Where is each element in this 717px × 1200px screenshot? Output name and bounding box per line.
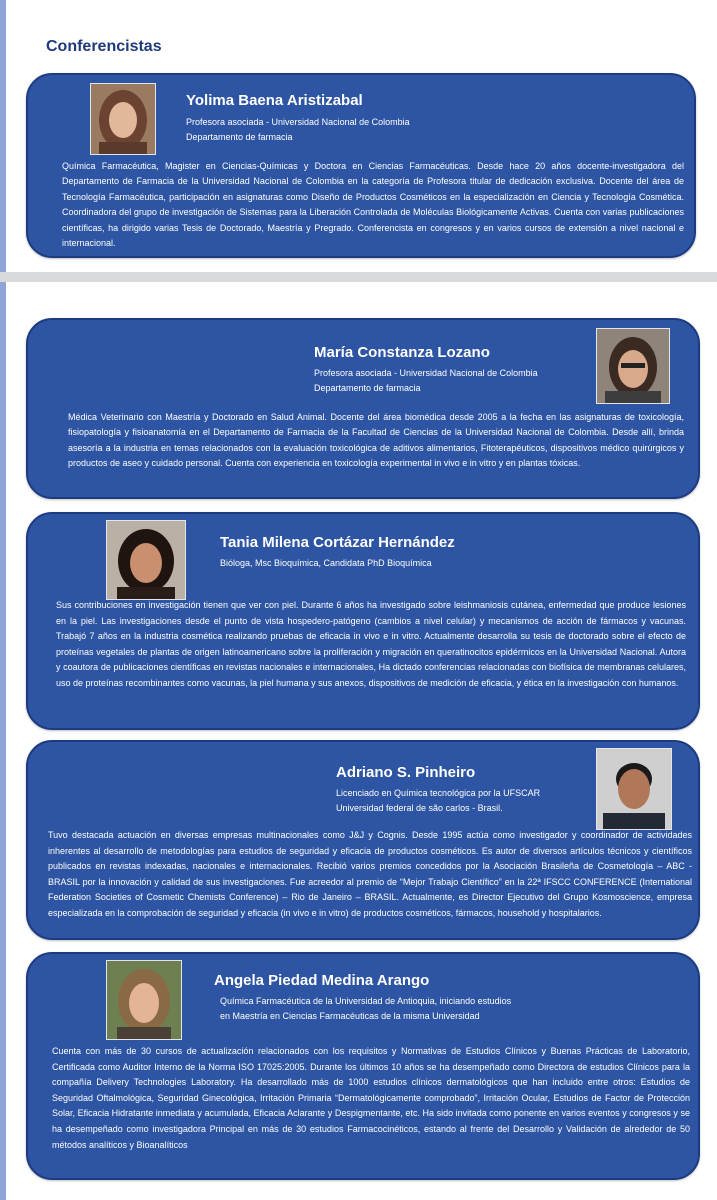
speaker-card-maria <box>26 318 700 499</box>
speaker-name: Yolima Baena Aristizabal <box>186 92 363 109</box>
speaker-photo <box>90 83 156 155</box>
speaker-role: en Maestría en Ciencias Farmacéuticas de la misma Universidad <box>220 1011 480 1021</box>
speaker-photo <box>596 748 672 830</box>
speaker-bio: Química Farmacéutica, Magister en Ciencias-Químicas y Doctora en Ciencias Farmacéuticas. Desde hace 20 años docente-investigadora del Departamento de Farmacia de la Universidad Nacional de Colombia en la categoría de Profesora titular de dedicación exclusiva. Docente del área de Tecnología Farmacéutica, participación en asignaturas como Diseño de Productos Cosméticos en la especialización en Ciencia y Tecnología Cosmética. Coordinadora del grupo de investigación de Sistemas para la Liberación Controlada de Moléculas Biológicamente Activas. Cuenta con varias publicaciones científicas, ha dirigido varias Tesis de Doctorado, Maestría y Pregrado. Conferencista en congresos y en varios cursos de extensión a nivel nacional e internacional. <box>62 161 684 249</box>
page-2 <box>0 282 717 1200</box>
speaker-role: Profesora asociada - Universidad Nacional de Colombia <box>314 368 538 378</box>
speaker-photo <box>106 960 182 1040</box>
speaker-bio: Tuvo destacada actuación en diversas empresas multinacionales como J&J y Cognis. Desde 1995 actúa como investigador y coordinador de actividades inherentes al desarrollo de metodologías para estudios de seguridad y eficacia de productos cosméticos. Es autor de diversos artículos técnicos y científicos publicados en revistas indexadas, nacionales e internacionales. Recibió varios premios concedidos por la Asociación Brasileña de Cosmetología – ABC - BRASIL por la innovación y calidad de sus investigaciones. Fue acreedor al premio de “Mejor Trabajo Científico” en la 22ª IFSCC CONFERENCE (International Federation Societies of Cosmetic Chemists Conference) – Rio de Janeiro – BRASIL. Actualmente, es Director Ejecutivo del Grupo Kosmoscience, empresa especializada en la comprobación de seguridad y eficacia (in vivo e in vitro) de productos cosméticos, fármacos, household y hospitalarios. <box>48 830 692 918</box>
speaker-name: Angela Piedad Medina Arango <box>214 972 430 989</box>
speaker-name: Tania Milena Cortázar Hernández <box>220 534 455 551</box>
speaker-bio: Cuenta con más de 30 cursos de actualización relacionados con los requisitos y Normativas de Estudios Clínicos y Buenas Prácticas de Laboratorio, Certificada como Auditor Interno de la Norma ISO 17025:2005. Durante los últimos 10 años se ha desempeñado como Directora de estudios Clínicos para la compañía Delivery Technologies Laboratory. Ha desarrollado más de 1000 estudios clínicos dermatológicos que han incluido entre otros: Estudios de Seguridad Oftalmológica, Seguridad Ginecológica, Irritación Primaria “Dermatológicamente comprobado”, Irritación Ocular, Estudios de Factor de Protección Solar, Eficacia Hidratante inmediata y acumulada, Eficacia Aclarante y Despigmentante, etc. Ha sido invitada como ponente en varios eventos y congresos y se ha desempeñado como investigadora Principal en más de 30 estudios Farmacocinéticos, estando al frente del Desarrollo y Validación de alrededor de 50 métodos analíticos y Bioanalíticos <box>52 1046 690 1150</box>
speaker-role: Bióloga, Msc Bioquímica, Candidata PhD Bioquímica <box>220 558 432 568</box>
speaker-bio: Médica Veterinario con Maestría y Doctorado en Salud Animal. Docente del área biomédica desde 2005 a la fecha en las asignaturas de toxicología, fisiopatología y fisioanatomía en el Departamento de Farmacia de la Facultad de Ciencias de la Universidad Nacional de Colombia. Desde allí, brinda asesoría a la industria en temas relacionados con la evaluación toxicológica de aditivos alimentarios, Fitoterapéuticos, dispositivos médico quirúrgicos y productos de aseo y cuidado personal. Cuenta con experiencia en toxicología experimental in vivo e in vitro y en plantas tóxicas. <box>68 412 684 469</box>
speaker-role: Universidad federal de são carlos - Brasil. <box>336 803 503 813</box>
speaker-name: Adriano S. Pinheiro <box>336 764 476 781</box>
section-title: Conferencistas <box>46 38 162 55</box>
speaker-role: Licenciado en Química tecnológica por la UFSCAR <box>336 788 541 798</box>
speaker-roles <box>220 994 511 1024</box>
speaker-name: María Constanza Lozano <box>314 344 490 361</box>
speaker-role: Departamento de farmacia <box>314 383 421 393</box>
speaker-roles <box>336 786 540 816</box>
speaker-roles <box>220 556 432 571</box>
speaker-roles <box>186 115 410 145</box>
speaker-role: Profesora asociada - Universidad Nacional de Colombia <box>186 117 410 127</box>
speaker-role: Departamento de farmacia <box>186 132 293 142</box>
speaker-bio: Sus contribuciones en investigación tienen que ver con piel. Durante 6 años ha investigado sobre leishmaniosis cutánea, enfermedad que produce lesiones en la piel. Las investigaciones desde el punto de vista hospedero-patógeno (cambios a nivel celular) y mecanismos de acción de fármacos y vacunas. Trabajó 7 años en la industria cosmética realizando pruebas de eficacia in vivo e in vitro. Actualmente desarrolla su tesis de doctorado sobre el efecto de proteínas vegetales de plantas de origen latinoamericano sobre la proliferación y migración en queratinocitos epidérmicos en la Universidad Nacional. Autora y coautora de publicaciones científicas en revistas nacionales e internacionales, Ha dictado conferencias relacionadas con biofísica de membranas celulares, uso de proteínas recombinantes como vacunas, la piel humana y sus anexos, dispositivos de medición de eficacia, y ética en la investigación con humanos. <box>56 600 686 688</box>
speaker-card-yolima <box>26 73 696 258</box>
speaker-roles <box>314 366 538 396</box>
speaker-photo <box>596 328 670 404</box>
speaker-card-adriano <box>26 740 700 940</box>
speaker-role: Química Farmacéutica de la Universidad de Antioquia, iniciando estudios <box>220 996 512 1006</box>
speaker-card-tania <box>26 512 700 730</box>
page-1 <box>0 0 717 272</box>
speaker-card-angela <box>26 952 700 1180</box>
speaker-photo <box>106 520 186 600</box>
